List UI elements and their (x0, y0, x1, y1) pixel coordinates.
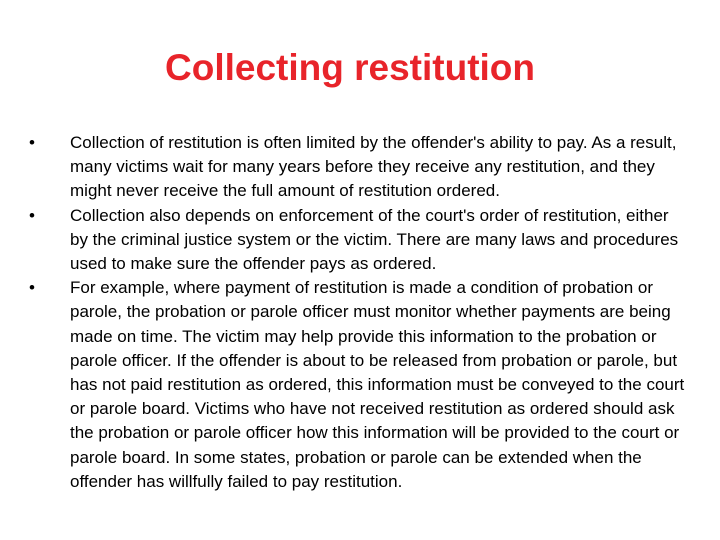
bullet-marker: • (29, 205, 35, 225)
bullet-marker: • (29, 278, 35, 298)
bullet-item (24, 204, 688, 277)
slide-title: Collecting restitution (165, 47, 535, 88)
bullet-marker: • (29, 133, 35, 152)
bullet-text: Collection of restitution is often limited by the offender's ability to pay. As a result, many victims wait for many years before they receive any restitution, and they might never receive the full amount of restitution ordered. (70, 133, 677, 201)
bullet-list (24, 131, 688, 494)
bullet-item (24, 131, 688, 204)
bullet-item (24, 276, 688, 494)
bullet-text: Collection also depends on enforcement of the court's order of restitution, either by the criminal justice system or the victim. There are many laws and procedures used to make sure the offender pays as ordered. (70, 205, 679, 274)
bullet-text: For example, where payment of restitution is made a condition of probation or parole, the probation or parole officer must monitor whether payments are being made on time. The victim may help provide this information to the probation or parole officer. If the offender is about to be released from probation or parole, but has not paid restitution as ordered, this information must be conveyed to the court or parole board. Victims who have not received restitution as ordered should ask the probation or parole officer how this information will be provided to the court or parole board. In some states, probation or parole can be extended when the offender has willfully failed to pay restitution. (70, 278, 685, 491)
